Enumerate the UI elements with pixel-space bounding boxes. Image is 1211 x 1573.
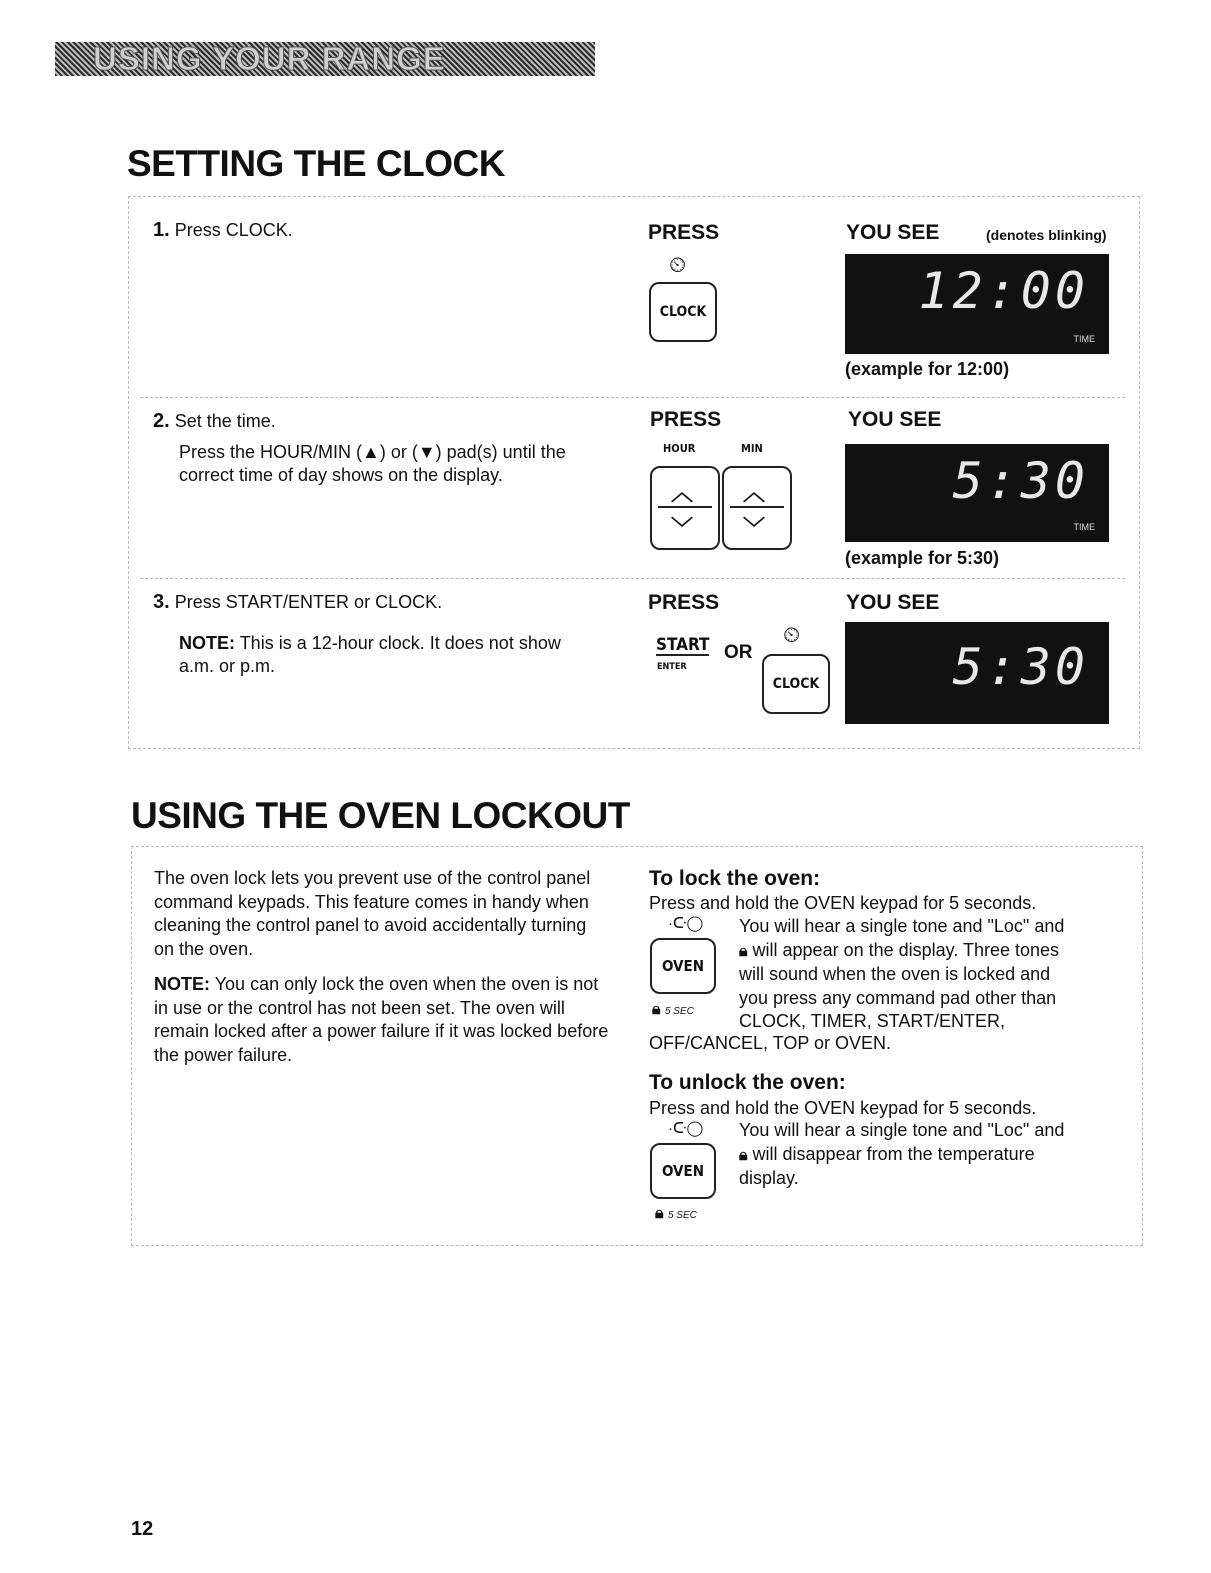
unlock-line: 🔒︎ will disappear from the temperature — [739, 1143, 1035, 1164]
lock-line: 🔒︎ will appear on the display. Three tones — [739, 939, 1060, 960]
page-number: 12 — [131, 1518, 154, 1540]
example-caption: (example for 5:30) — [845, 548, 1000, 568]
step3-row — [153, 591, 442, 614]
unlock-heading: To unlock the oven: — [649, 1071, 846, 1094]
lock-icon: 🔒︎ — [739, 942, 748, 960]
note-text: This is a 12-hour clock. It does not show a.m. or p.m. — [179, 633, 561, 676]
display-step2 — [845, 444, 1109, 542]
tone-icon: ·ᑢ◯ — [668, 915, 704, 932]
you-see-heading: YOU SEE — [846, 221, 940, 244]
up-arrow-icon[interactable]: ︿ — [743, 480, 766, 505]
press-heading: PRESS — [650, 408, 722, 431]
note-label: NOTE: — [154, 974, 210, 994]
you-see-heading: YOU SEE — [848, 408, 942, 431]
lock-last-line: OFF/CANCEL, TOP or OVEN. — [649, 1033, 892, 1053]
seconds-label: 5 SEC — [664, 1006, 694, 1017]
clock-icon: ⏲ — [669, 252, 687, 277]
pad-divider — [730, 506, 784, 508]
pad-divider — [658, 506, 712, 508]
oven-pad-label: OVEN — [661, 957, 705, 975]
example-caption: (example for 12:00) — [845, 359, 1010, 379]
step-divider — [140, 397, 1125, 398]
press-heading: PRESS — [648, 591, 720, 614]
unlock-line: display. — [739, 1168, 799, 1188]
lock-line: CLOCK, TIMER, START/ENTER, — [739, 1011, 1006, 1031]
unlock-line: You will hear a single tone and "Loc" and — [739, 1120, 1065, 1140]
oven-pad[interactable] — [650, 938, 716, 994]
step-number: 2. — [153, 410, 170, 432]
display-readout: 5:30 — [952, 452, 1089, 510]
press-heading: PRESS — [648, 221, 720, 244]
blink-note: (denotes blinking) — [986, 227, 1107, 243]
tone-icon: ·ᑢ◯ — [668, 1120, 704, 1137]
down-arrow-icon[interactable]: ﹀ — [743, 516, 766, 541]
clock-pad-label: CLOCK — [772, 676, 820, 692]
lockout-intro: The oven lock lets you prevent use of the control panel command keypads. This feature comes in handy when cleaning the control panel to avoid accidentally turning on the oven. — [154, 868, 591, 959]
min-label: MIN — [741, 442, 763, 455]
down-arrow-icon[interactable]: ﹀ — [671, 516, 694, 541]
step2-text: Set the time. — [174, 411, 276, 431]
lock-wrap-text — [739, 915, 1064, 1034]
header-banner-text: USING YOUR RANGE — [93, 40, 446, 77]
step-number: 1. — [153, 219, 170, 241]
lock-5sec-indicator — [652, 1001, 694, 1019]
enter-label: ENTER — [657, 662, 687, 672]
step2-detail: Press the HOUR/MIN (▲) or (▼) pad(s) until the correct time of day shows on the display. — [179, 442, 566, 485]
display-readout: 5:30 — [952, 638, 1089, 696]
display-step3 — [845, 622, 1109, 724]
lockout-section-title: USING THE OVEN LOCKOUT — [131, 795, 630, 836]
display-readout: 12:00 — [918, 262, 1089, 320]
min-stepper[interactable] — [722, 466, 792, 550]
step1-text: Press CLOCK. — [174, 220, 293, 240]
lock-5sec-indicator — [655, 1205, 697, 1223]
clock-pad[interactable] — [649, 282, 717, 342]
display-time-label: TIME — [1073, 522, 1095, 532]
step-divider — [140, 578, 1125, 579]
lock-icon: 🔒︎ — [655, 1205, 664, 1222]
display-step1 — [845, 254, 1109, 354]
hour-stepper[interactable] — [650, 466, 720, 550]
clock-section-title: SETTING THE CLOCK — [127, 143, 505, 184]
note-text: You can only lock the oven when the oven is not in use or the control has not been set. The oven will remain locked after a power failure if it was locked before the power failure. — [154, 974, 609, 1065]
note-label: NOTE: — [179, 633, 235, 653]
seconds-label: 5 SEC — [667, 1210, 697, 1221]
clock-pad[interactable] — [762, 654, 830, 714]
lock-icon: 🔒︎ — [739, 1146, 748, 1164]
oven-pad[interactable] — [650, 1143, 716, 1199]
you-see-heading: YOU SEE — [846, 591, 940, 614]
start-pad[interactable]: START — [656, 635, 710, 655]
lock-heading: To lock the oven: — [649, 867, 821, 890]
step3-note — [179, 632, 599, 678]
or-label: OR — [724, 642, 753, 663]
lock-line: will sound when the oven is locked and — [739, 964, 1051, 984]
lock-icon: 🔒︎ — [652, 1001, 661, 1018]
step2-row — [153, 410, 276, 433]
step-number: 3. — [153, 591, 170, 613]
display-time-label: TIME — [1073, 334, 1095, 344]
step3-text: Press START/ENTER or CLOCK. — [174, 592, 443, 612]
lock-line: You will hear a single tone and "Loc" and — [739, 916, 1065, 936]
lock-instruction: Press and hold the OVEN keypad for 5 seconds. — [649, 893, 1037, 913]
oven-pad-label: OVEN — [661, 1162, 705, 1180]
up-arrow-icon[interactable]: ︿ — [671, 480, 694, 505]
step1-row — [153, 219, 293, 242]
unlock-instruction: Press and hold the OVEN keypad for 5 seconds. — [649, 1098, 1037, 1118]
clock-pad-label: CLOCK — [659, 304, 707, 320]
clock-icon: ⏲ — [783, 622, 801, 647]
unlock-wrap-text — [739, 1119, 1064, 1191]
lock-line: you press any command pad other than — [739, 987, 1057, 1008]
lockout-note — [154, 973, 609, 1067]
hour-label: HOUR — [663, 442, 696, 455]
